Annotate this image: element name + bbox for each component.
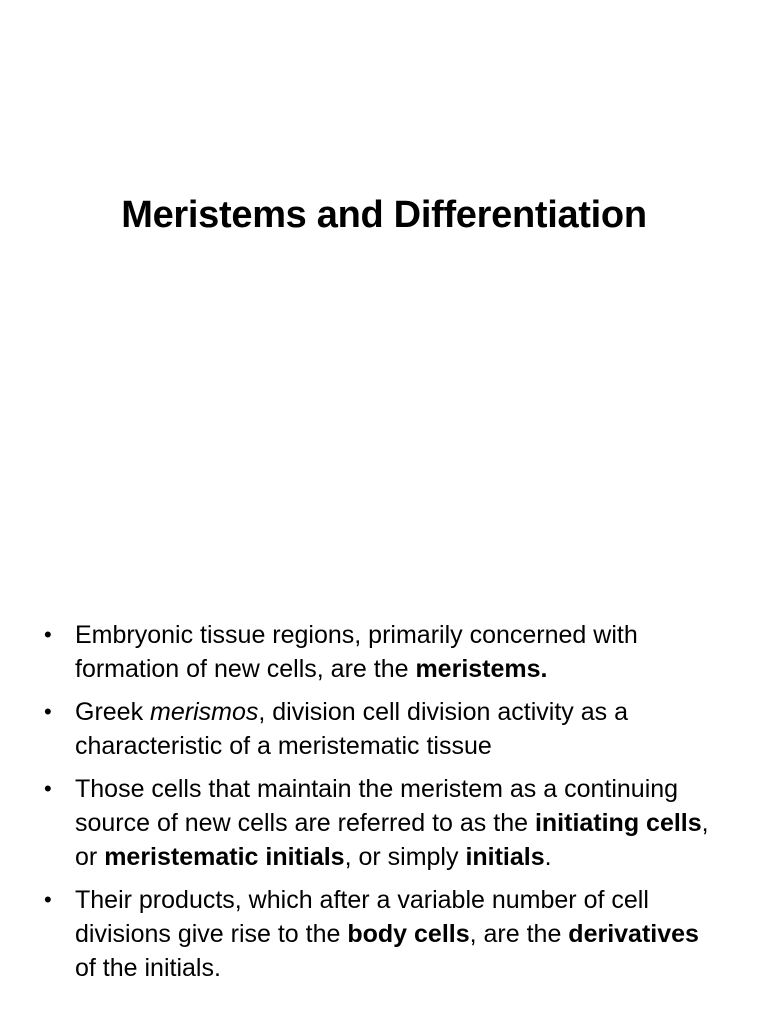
- emphasis-term: meristematic initials: [104, 843, 345, 871]
- bullet-text: Their products, which after a variable number of cell divisions give rise to the body cells, are the derivatives of the initials.: [75, 886, 699, 982]
- emphasis-term: meristems.: [415, 655, 548, 683]
- bullet-text: Those cells that maintain the meristem as a continuing source of new cells are referred to as the initiating cells, or meristematic initials, or simply initials.: [75, 775, 709, 871]
- emphasis-term: body cells: [347, 920, 470, 948]
- bullet-dot-icon: •: [44, 887, 52, 912]
- foreign-term: merismos: [150, 698, 259, 726]
- bullet-item: [44, 695, 724, 763]
- emphasis-term: derivatives: [568, 920, 699, 948]
- bullet-item: [44, 772, 724, 874]
- bullet-list: [44, 618, 724, 994]
- bullet-text: Embryonic tissue regions, primarily concerned with formation of new cells, are the meristems.: [75, 621, 638, 683]
- bullet-dot-icon: •: [44, 776, 52, 801]
- bullet-text: Greek merismos, division cell division activity as a characteristic of a meristematic tissue: [75, 698, 628, 760]
- bullet-item: [44, 618, 724, 686]
- emphasis-term: initials: [465, 843, 545, 871]
- emphasis-term: initiating cells: [534, 809, 702, 837]
- bullet-dot-icon: •: [44, 699, 52, 724]
- bullet-item: [44, 883, 724, 985]
- slide-title: Meristems and Differentiation: [121, 194, 647, 236]
- bullet-dot-icon: •: [44, 622, 52, 647]
